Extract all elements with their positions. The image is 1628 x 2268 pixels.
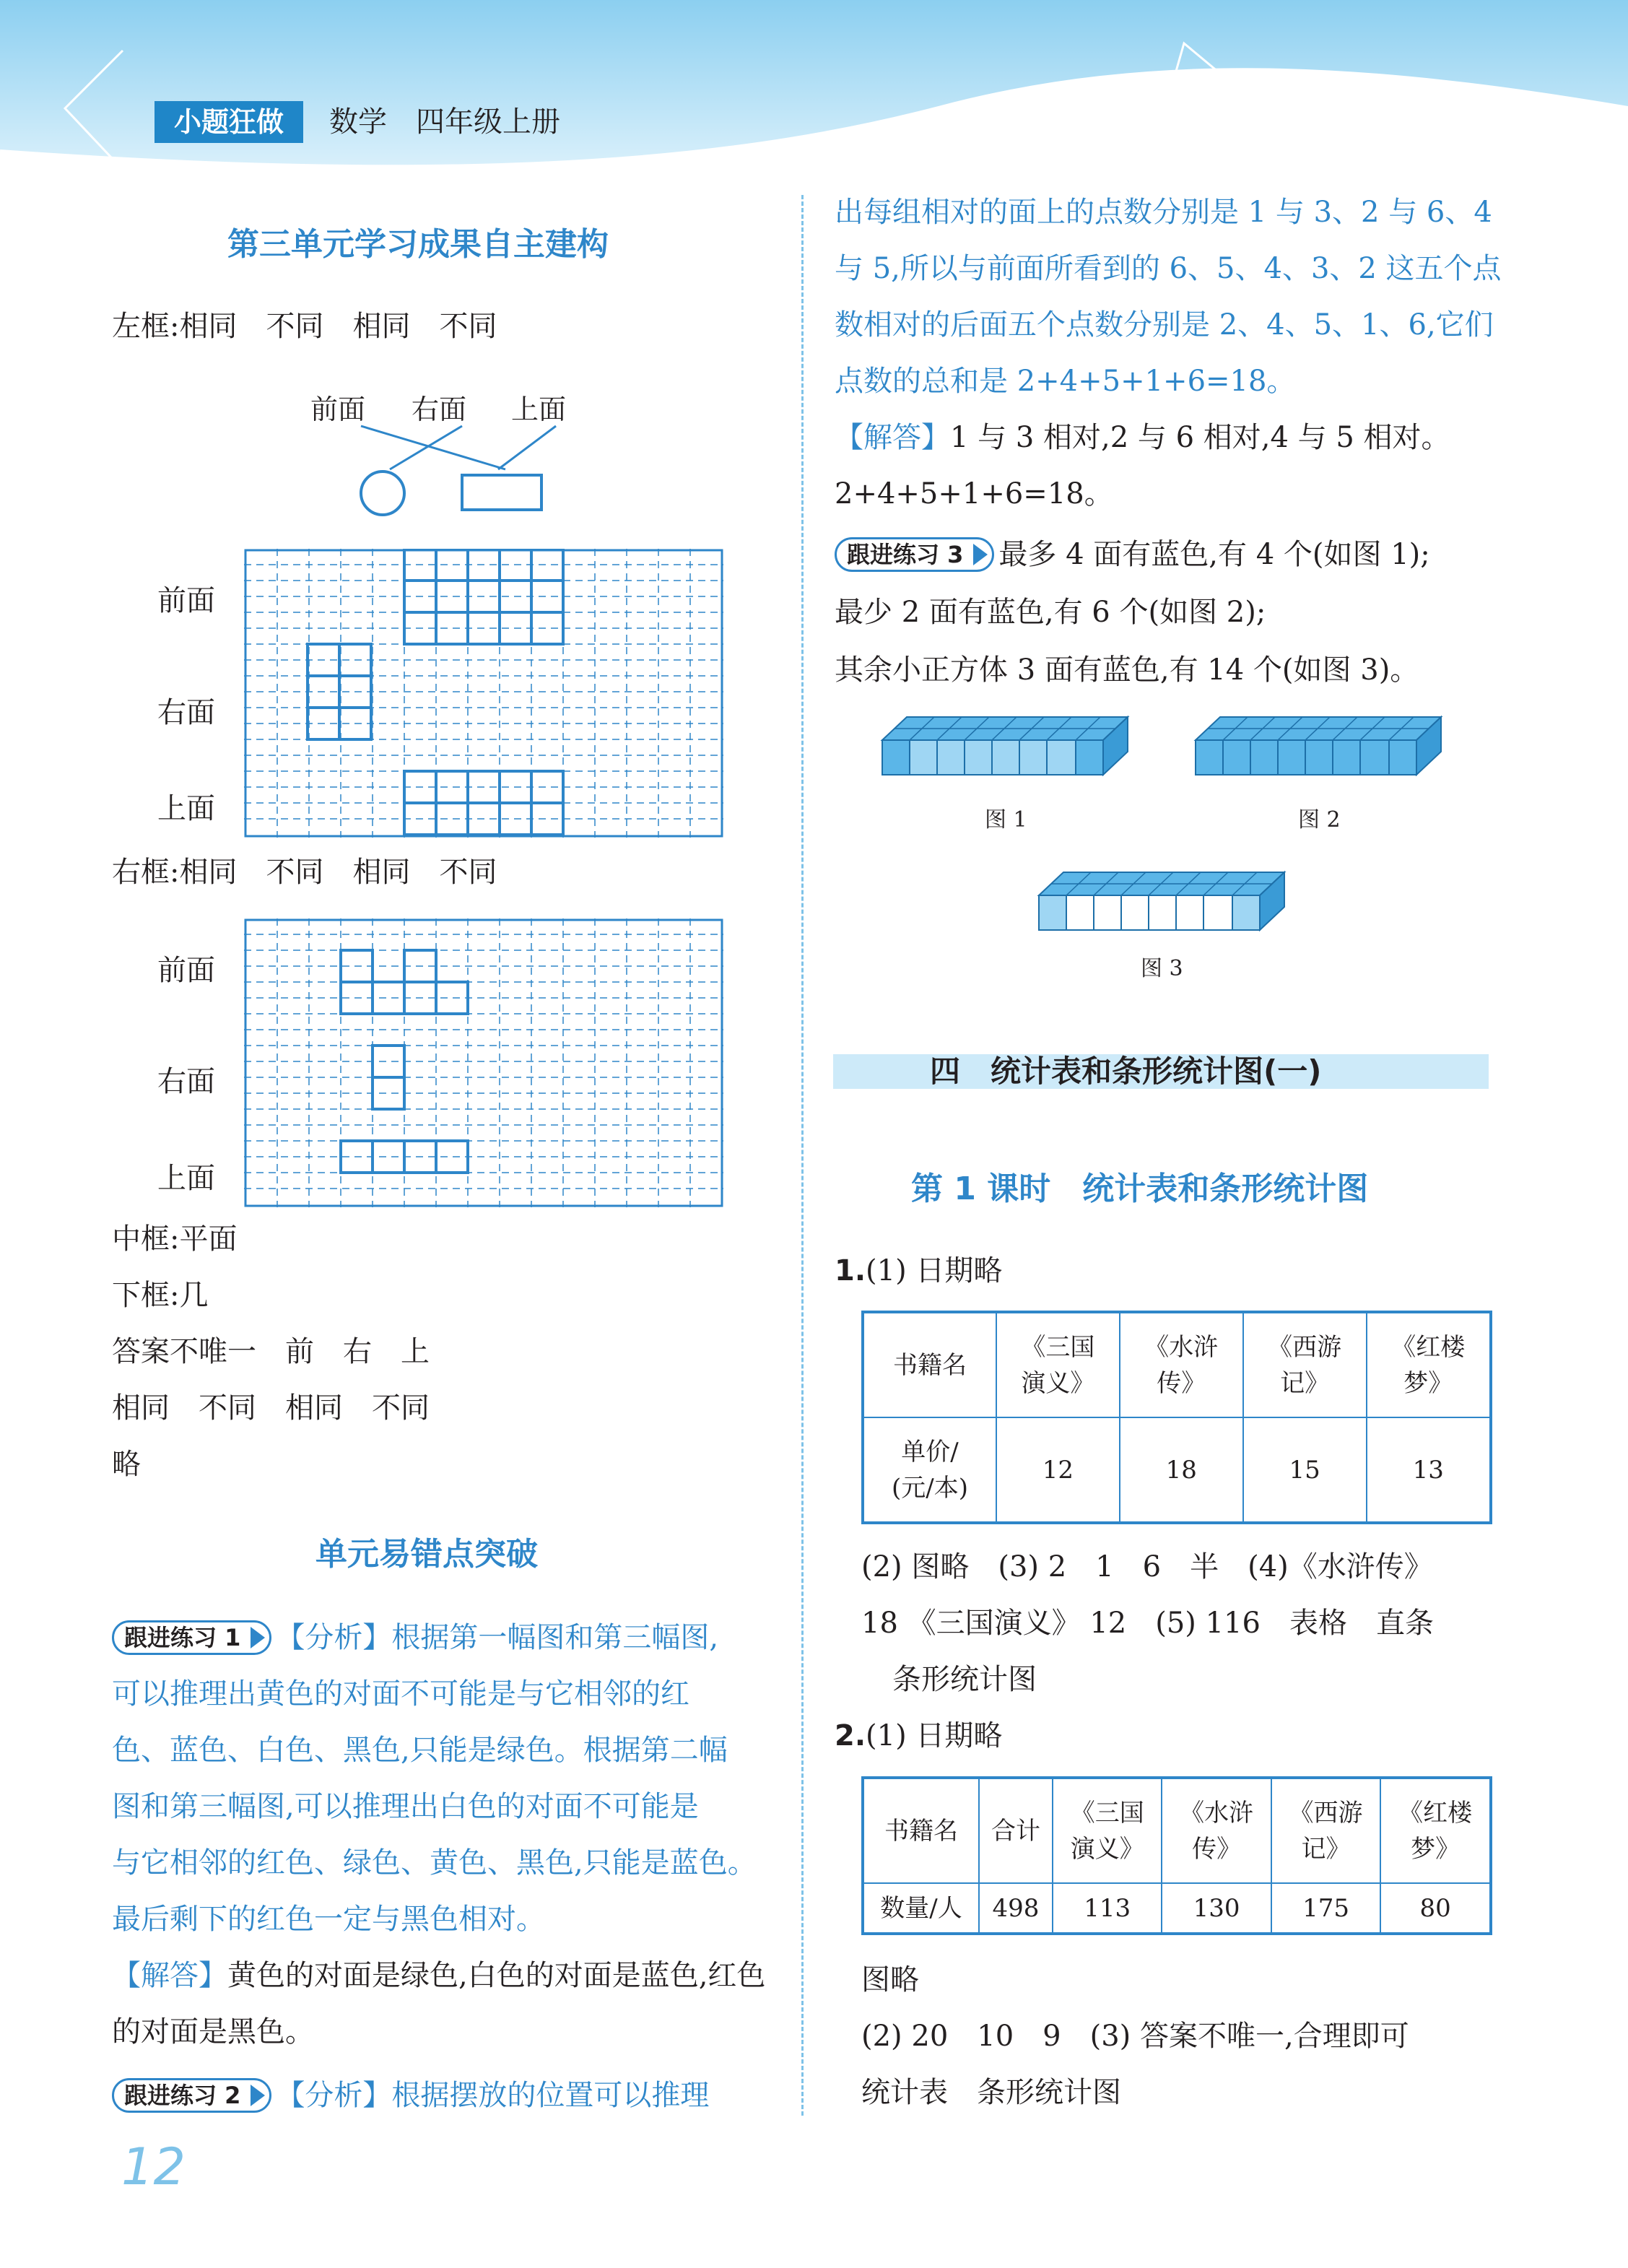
- table-cell: 113: [1053, 1883, 1162, 1934]
- p1-solution-line-0: [112, 1955, 765, 1996]
- p3-line-0: 最多 4 面有蓝色,有 4 个(如图 1);: [998, 538, 1430, 571]
- p1-line-4: 与它相邻的红色、绿色、黄色、黑色,只能是蓝色。: [112, 1846, 757, 1880]
- q2-label: 2.: [835, 1719, 866, 1752]
- grid1-label-front: 前面: [157, 584, 215, 617]
- grid2-label-front: 前面: [157, 954, 215, 987]
- table-cell: 《红楼 梦》: [1380, 1778, 1491, 1883]
- unit3-title: 第三单元学习成果自主建构: [227, 226, 609, 263]
- grid2-label-right: 右面: [157, 1065, 215, 1098]
- q1-rest-2: 条形统计图: [892, 1663, 1037, 1696]
- page-number: 12: [121, 2137, 186, 2197]
- q1-rest-1: 18 《三国演义》 12 (5) 116 表格 直条: [861, 1607, 1434, 1640]
- label-front-top: 前面: [310, 394, 366, 425]
- cont-line-3: 点数的总和是 2+4+5+1+6=18。: [835, 365, 1296, 398]
- table-row: [863, 1883, 1491, 1934]
- q1-label: 1.: [835, 1254, 866, 1287]
- table-cell: 130: [1162, 1883, 1271, 1934]
- table-cell: 12: [996, 1417, 1120, 1523]
- q2-rest-0: 图略: [861, 1963, 919, 1997]
- table-cell: 《西游 记》: [1271, 1778, 1380, 1883]
- table-cell: 《红楼 梦》: [1367, 1312, 1491, 1417]
- practice1-tag: 跟进练习 1: [112, 1620, 271, 1655]
- cont-line-1: 与 5,所以与前面所看到的 6、5、4、3、2 这五个点: [835, 252, 1502, 285]
- p1-solution-line-1: 的对面是黑色。: [112, 2015, 314, 2048]
- q2-rest-2: 统计表 条形统计图: [861, 2076, 1121, 2109]
- solution-text: 1 与 3 相对,2 与 6 相对,4 与 5 相对。: [950, 421, 1450, 454]
- cube-figure-2: [1193, 711, 1445, 776]
- q2-line: [835, 1716, 1002, 1756]
- grid1-label-top: 上面: [157, 792, 215, 825]
- q2-part1: (1) 日期略: [866, 1719, 1003, 1752]
- answer-line-2: 相同 不同 相同 不同: [112, 1391, 430, 1425]
- p3-line-1: 最少 2 面有蓝色,有 6 个(如图 2);: [835, 596, 1266, 629]
- label-top-top: 上面: [511, 394, 567, 425]
- q2-rest-1: (2) 20 10 9 (3) 答案不唯一,合理即可: [861, 2020, 1409, 2053]
- right-frame-answer: 右框:相同 不同 相同 不同: [112, 856, 497, 889]
- q1-part1: (1) 日期略: [866, 1254, 1003, 1287]
- view-grid-2: [244, 918, 723, 1207]
- solution-mark-1: 【解答】: [112, 1959, 227, 1992]
- table-cell: 《三国 演义》: [1053, 1778, 1162, 1883]
- table-cell: 498: [979, 1883, 1053, 1934]
- view-grid-1: [244, 549, 723, 838]
- practice2-line: [112, 2075, 709, 2116]
- table-cell: 175: [1271, 1883, 1380, 1934]
- table-cell: 《西游 记》: [1243, 1312, 1367, 1417]
- table-cell: 《三国 演义》: [996, 1312, 1120, 1417]
- chapter-title: 四 统计表和条形统计图(一): [930, 1053, 1322, 1089]
- table-cell: 单价/ (元/本): [863, 1417, 996, 1523]
- fig-caption-1: 图 1: [985, 807, 1027, 833]
- p1-line-2: 色、蓝色、白色、黑色,只能是绿色。根据第二幅: [112, 1734, 728, 1767]
- table-cell: 80: [1380, 1883, 1491, 1934]
- p1-line-3: 图和第三幅图,可以推理出白色的对面不可能是: [112, 1790, 699, 1823]
- table-reader-counts: [861, 1776, 1492, 1935]
- solution-line-0: [835, 417, 1450, 458]
- practice1-first-line: [112, 1617, 718, 1658]
- view-connector-diagram: [347, 419, 563, 520]
- lesson-title: 第 1 课时 统计表和条形统计图: [911, 1170, 1369, 1207]
- table-row: [863, 1312, 1491, 1417]
- p1-line-5: 最后剩下的红色一定与黑色相对。: [112, 1903, 545, 1936]
- errors-title: 单元易错点突破: [315, 1536, 538, 1573]
- table-row: [863, 1417, 1491, 1523]
- cont-line-2: 数相对的后面五个点数分别是 2、4、5、1、6,它们: [835, 308, 1494, 342]
- table-cell: 《水浒 传》: [1120, 1312, 1243, 1417]
- solution-mark-2: 【解答】: [835, 421, 950, 454]
- fig-caption-2: 图 2: [1298, 807, 1341, 833]
- q1-line: [835, 1251, 1002, 1291]
- header-grade: 四年级上册: [416, 105, 560, 139]
- cube-figure-3: [1036, 866, 1289, 931]
- p1-line-0: 根据第一幅图和第三幅图,: [391, 1621, 719, 1654]
- column-divider: [801, 195, 804, 2116]
- cube-figure-1: [879, 711, 1132, 776]
- practice3-line: [835, 534, 1430, 575]
- solution-line-1: 2+4+5+1+6=18。: [835, 477, 1113, 510]
- analysis-mark-1: 【分析】: [276, 1621, 392, 1654]
- table-cell: 书籍名: [863, 1778, 979, 1883]
- bottom-frame-answer: 下框:几: [112, 1279, 209, 1312]
- p2-text: 根据摆放的位置可以推理: [391, 2079, 710, 2112]
- grid1-label-right: 右面: [157, 696, 215, 729]
- p1-line-1: 可以推理出黄色的对面不可能是与它相邻的红: [112, 1677, 689, 1711]
- table-cell: 合计: [979, 1778, 1053, 1883]
- analysis-mark-2: 【分析】: [276, 2079, 392, 2112]
- table-book-prices: [861, 1311, 1492, 1524]
- middle-frame-answer: 中框:平面: [112, 1222, 238, 1256]
- label-right-top: 右面: [412, 394, 467, 425]
- table-cell: 18: [1120, 1417, 1243, 1523]
- series-badge: 小题狂做: [154, 101, 303, 143]
- fig-caption-3: 图 3: [1141, 956, 1183, 981]
- p1-solution-text: 黄色的对面是绿色,白色的对面是蓝色,红色: [227, 1959, 766, 1992]
- practice3-tag: 跟进练习 3: [835, 537, 994, 572]
- table-row: [863, 1778, 1491, 1883]
- table-cell: 15: [1243, 1417, 1367, 1523]
- answer-line-1: 答案不唯一 前 右 上: [112, 1335, 430, 1368]
- cont-line-0: 出每组相对的面上的点数分别是 1 与 3、2 与 6、4: [835, 196, 1492, 229]
- answer-line-3: 略: [112, 1448, 141, 1481]
- header-subject: 数学: [329, 105, 387, 139]
- p3-line-2: 其余小正方体 3 面有蓝色,有 14 个(如图 3)。: [835, 653, 1419, 687]
- table-cell: 数量/人: [863, 1883, 979, 1934]
- q1-rest-0: (2) 图略 (3) 2 1 6 半 (4)《水浒传》: [861, 1550, 1433, 1583]
- table-cell: 书籍名: [863, 1312, 996, 1417]
- left-frame-answer: 左框:相同 不同 相同 不同: [112, 310, 497, 343]
- practice2-tag: 跟进练习 2: [112, 2078, 271, 2113]
- table-cell: 《水浒 传》: [1162, 1778, 1271, 1883]
- table-cell: 13: [1367, 1417, 1491, 1523]
- grid2-label-top: 上面: [157, 1162, 215, 1195]
